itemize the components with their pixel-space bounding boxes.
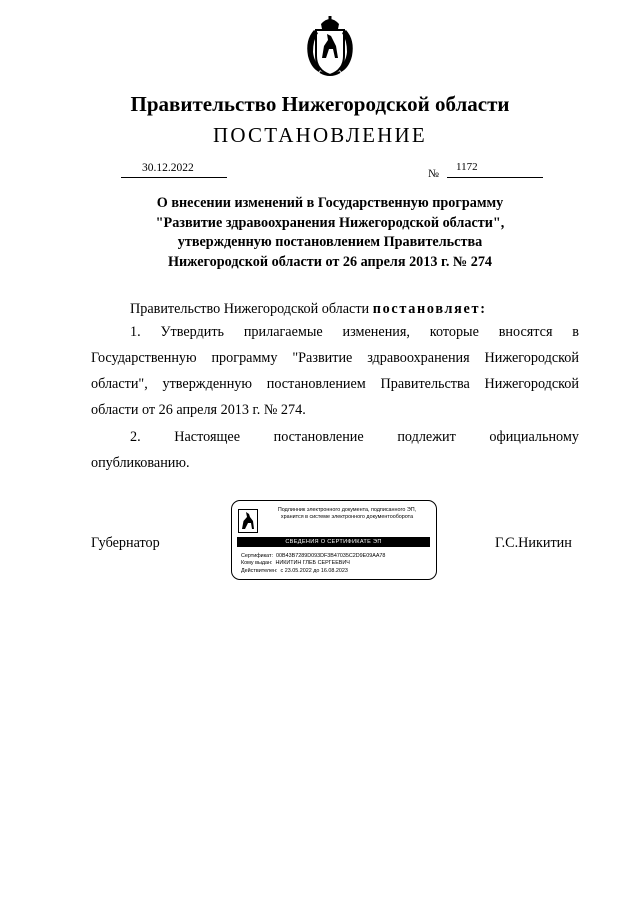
preamble-text: Правительство Нижегородской области bbox=[130, 301, 370, 317]
stamp-details bbox=[241, 553, 385, 575]
clause-2-word: официальному bbox=[489, 429, 579, 445]
document-date: 30.12.2022 bbox=[142, 162, 194, 174]
organization-title: Правительство Нижегородской области bbox=[130, 92, 510, 116]
e-signature-stamp bbox=[231, 500, 437, 580]
certificate-value: 00B43B7289D093DF3B47035C2D9E09AA78 bbox=[276, 553, 386, 559]
stamp-title-bar: СВЕДЕНИЯ О СЕРТИФИКАТЕ ЭП bbox=[237, 537, 430, 547]
number-sign: № bbox=[428, 168, 439, 180]
validity-value: с 23.05.2022 до 16.08.2023 bbox=[280, 567, 348, 574]
document-type-heading: ПОСТАНОВЛЕНИЕ bbox=[213, 123, 427, 147]
stamp-header bbox=[262, 507, 432, 521]
clause-2-word: Настоящее bbox=[174, 429, 240, 445]
number-underline bbox=[447, 177, 543, 178]
coat-of-arms-emblem bbox=[303, 16, 357, 78]
subject-line: Нижегородской области от 26 апреля 2013 г. № 274 bbox=[167, 253, 493, 270]
document-subject bbox=[130, 194, 530, 272]
stamp-header-line: Подлинник электронного документа, подписанного ЭП, bbox=[277, 507, 417, 513]
stamp-header-line: хранится в системе электронного документооборота bbox=[280, 514, 414, 520]
date-underline bbox=[121, 177, 227, 178]
clause-2-word: постановление bbox=[273, 429, 364, 445]
subject-line: утвержденную постановлением Правительства bbox=[177, 234, 483, 251]
issued-to-value: НИКИТИН ГЛЕБ СЕРГЕЕВИЧ bbox=[275, 560, 350, 567]
clause-2-word: 2. bbox=[130, 429, 141, 445]
subject-line: "Развитие здравоохранения Нижегородской области", bbox=[155, 214, 505, 231]
clause-1: 1. Утвердить прилагаемые изменения, которые вносятся в Государственную программу "Развитие здравоохранения Нижегородской области", утвержденную постановлением Правительства Нижегородской области от 26 апреля 2013 г. № 274. bbox=[91, 324, 579, 418]
clause-2-word: подлежит bbox=[397, 429, 456, 445]
subject-line: О внесении изменений в Государственную программу bbox=[156, 195, 504, 211]
certificate-label: Сертификат: bbox=[241, 553, 274, 559]
issued-to-row bbox=[241, 560, 385, 567]
clause-2-first-line bbox=[91, 424, 579, 450]
validity-label: Действителен: bbox=[241, 567, 278, 574]
document-number: 1172 bbox=[456, 161, 478, 173]
signatory-title: Губернатор bbox=[91, 535, 160, 551]
clause-2 bbox=[91, 424, 579, 476]
preamble-emphasis: постановляет: bbox=[372, 301, 487, 317]
certificate-row bbox=[241, 553, 385, 560]
deer-emblem-icon bbox=[238, 509, 258, 533]
clause-2-last-line: опубликованию. bbox=[91, 455, 190, 471]
signatory-name: Г.С.Никитин bbox=[495, 535, 572, 551]
validity-row bbox=[241, 568, 385, 575]
issued-to-label: Кому выдан: bbox=[241, 560, 273, 567]
